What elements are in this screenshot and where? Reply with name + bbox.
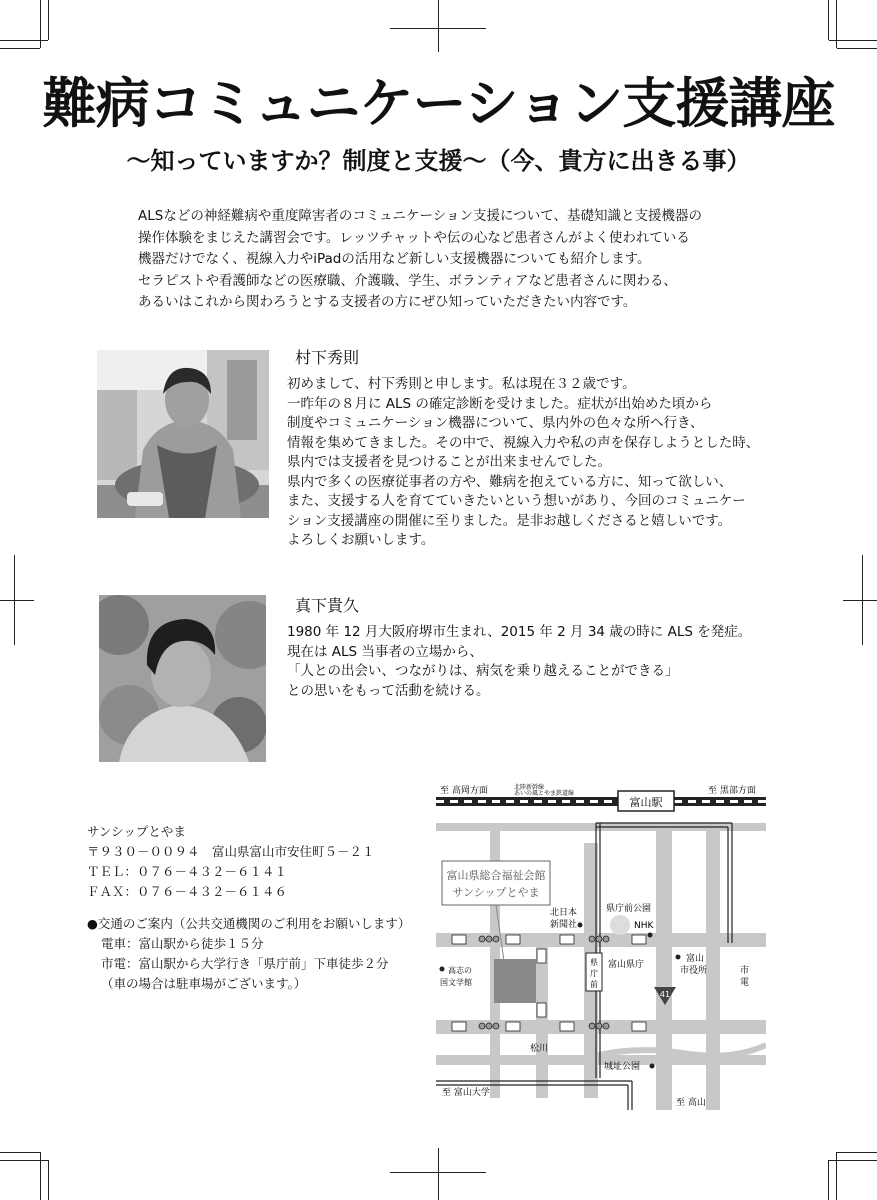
map-venue-line2: サンシップとやま bbox=[452, 886, 540, 899]
bio-line: また、支援する人を育てていきたいという想いがあり、今回のコミュニケー bbox=[287, 493, 746, 509]
intro-line: 機器だけでなく、視線入力やiPadの活用など新しい支援機器についても紹介します。 bbox=[138, 251, 651, 267]
map-to-takaoka: 至 高岡方面 bbox=[440, 786, 488, 796]
map-castle: 城址公園 bbox=[604, 1062, 641, 1072]
map-shinkansen: 北陸新幹線 bbox=[514, 784, 545, 791]
bio-line: 情報を集めてきました。その中で、視線入力や私の声を保存しようとした時、 bbox=[287, 434, 760, 451]
map-tram-stop-2: 庁 bbox=[590, 969, 598, 978]
speaker-name: 真下貴久 bbox=[295, 596, 360, 615]
access-title: ●交通のご案内（公共交通機関のご利用をお願いします） bbox=[87, 916, 411, 931]
phone-number[interactable]: ＴＥＬ：０７６－４３２－６１４１ bbox=[87, 864, 288, 879]
bio-line: 「人との出会い、つながりは、病気を乗り越えることができる」 bbox=[287, 663, 679, 679]
map-tram-stop-3: 前 bbox=[590, 980, 598, 989]
contact-info bbox=[87, 822, 410, 994]
map-to-takayama: 至 高山 bbox=[676, 1098, 706, 1108]
map-nhk: NHK bbox=[634, 921, 654, 931]
map-cityhall: 富山 bbox=[686, 954, 705, 964]
map-venue-building bbox=[494, 959, 536, 1003]
page-title: 難病コミュニケーション支援講座 bbox=[42, 72, 835, 135]
page-subtitle: ～知っていますか？制度と支援～（今、貴方に出きる事） bbox=[126, 147, 751, 175]
bio-line: 1980 年 12 月大阪府堺市生まれ、2015 年 2 月 34 歳の時に ALS を発症。 bbox=[287, 624, 752, 640]
map-koshi: 高志の bbox=[448, 966, 472, 975]
map-tram-stop: 県 bbox=[590, 958, 598, 967]
bio-line: との思いをもって活動を続ける。 bbox=[287, 682, 490, 699]
map-kitanippon-2: 新聞社 bbox=[550, 920, 578, 930]
map-shiden-2: 電 bbox=[740, 978, 750, 988]
speaker-bio bbox=[287, 623, 751, 701]
bio-line: 一昨年の８月に ALS の確定診断を受けました。症状が出始めた頃から bbox=[287, 395, 713, 412]
speaker-photo-murashita bbox=[97, 350, 269, 518]
intro-line: あるいはこれから関わろうとする支援者の方にぜひ知っていただきたい内容です。 bbox=[138, 294, 637, 310]
postal-address: 〒９３０－００９４ 富山県富山市安住町５－２１ bbox=[87, 844, 375, 859]
map-shiden: 市 bbox=[740, 966, 750, 976]
map-venue-line1: 富山県総合福祉会館 bbox=[446, 869, 546, 882]
venue-name: サンシップとやま bbox=[87, 824, 186, 839]
fax-number: ＦＡＸ：０７６－４３２－６１４６ bbox=[87, 884, 288, 899]
map-kitanippon: 北日本 bbox=[550, 908, 578, 918]
map-route-41: 41 bbox=[659, 990, 671, 999]
bio-line: ション支援講座の開催に至りました。是非お越しくださると嬉しいです。 bbox=[287, 512, 732, 529]
map-ainokaze: あいの風とやま鉄道線 bbox=[514, 790, 575, 797]
access-map bbox=[432, 783, 766, 1110]
intro-text bbox=[138, 206, 818, 314]
intro-line: セラピストや看護師などの医療職、介護職、学生、ボランティアなど患者さんに関わる、 bbox=[138, 272, 677, 289]
map-to-kurobe: 至 黒部方面 bbox=[708, 786, 756, 796]
intro-line: 操作体験をまじえた講習会です。レッツチャットや伝の心など患者さんがよく使われている bbox=[138, 229, 690, 246]
bio-line: 県内では支援者を見つけることが出来ませんでした。 bbox=[287, 454, 611, 470]
access-tram: 市電：富山駅から大学行き「県庁前」下車徒歩２分 bbox=[101, 956, 389, 971]
map-kencho: 富山県庁 bbox=[608, 960, 645, 970]
speaker-name: 村下秀則 bbox=[295, 348, 360, 367]
bio-line: 制度やコミュニケーション機器について、県内外の色々な所へ行き、 bbox=[287, 415, 704, 431]
access-train: 電車：富山駅から徒歩１５分 bbox=[101, 936, 264, 951]
intro-line: ALSなどの神経難病や重度障害者のコミュニケーション支援について、基礎知識と支援機器の bbox=[138, 208, 702, 224]
bio-line: よろしくお願いします。 bbox=[287, 532, 435, 548]
access-parking: （車の場合は駐車場がございます。） bbox=[101, 976, 307, 991]
speaker-bio bbox=[287, 375, 759, 551]
bio-line: 県内で多くの医療従事者の方や、難病を抱えている方に、知って欲しい、 bbox=[287, 473, 733, 490]
bio-line: 現在は ALS 当事者の立場から、 bbox=[287, 643, 483, 660]
map-cityhall-2: 市役所 bbox=[680, 966, 708, 976]
map-matsukawa: 松川 bbox=[530, 1044, 549, 1054]
speaker-photo-mashita bbox=[99, 595, 266, 762]
map-to-univ: 至 富山大学 bbox=[442, 1088, 490, 1098]
bio-line: 初めまして、村下秀則と申します。私は現在３２歳です。 bbox=[287, 376, 636, 392]
map-koshi-2: 国文学館 bbox=[440, 978, 472, 987]
map-station-label: 富山駅 bbox=[629, 796, 663, 809]
map-park: 県庁前公園 bbox=[606, 904, 652, 914]
